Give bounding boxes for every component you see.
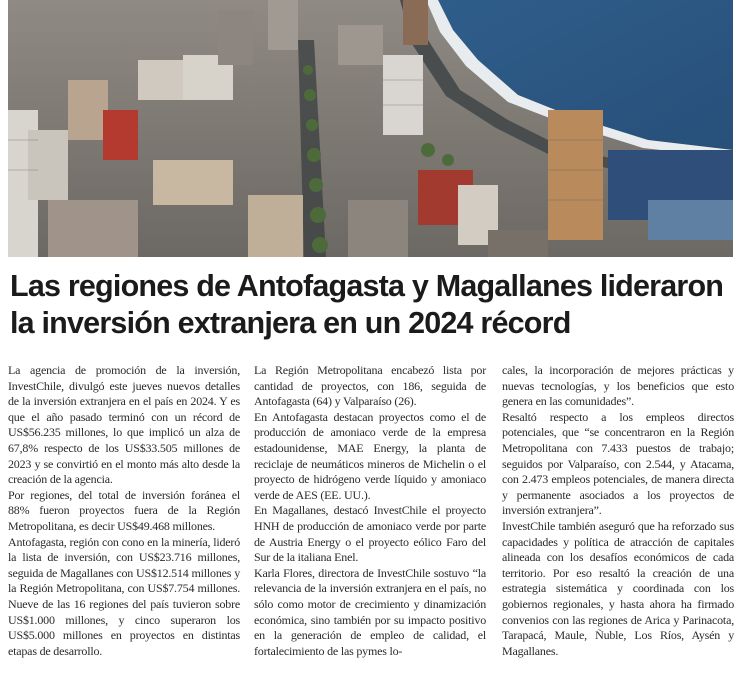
article-headline xyxy=(10,268,735,342)
paragraph: Resaltó respecto a los empleos directos potenciales, que “se concentraron en la Región Metropolitana con 7.433 puestos de trabajo; seguidos por Valparaíso, con 2.544, y Atacama, con 2.473 empleos potenciales, de manera directa y permanente asociados a los proyectos de inversión extranjera”. xyxy=(502,409,734,518)
paragraph: La agencia de promoción de la inversión, InvestChile, divulgó este jueves nuevos detalles de la inversión extranjera en el país en 2024. Y es que el año pasado terminó con un récord de US$56.235 millones, lo que implicó un alza de 67,8% respecto de los US$33.505 millones de 2023 y se convirtió en el monto más alto desde la creación de la agencia. xyxy=(8,363,240,487)
paragraph: Antofagasta, región con cono en la minería, lideró la lista de inversión, con US$23.716 millones, seguida de Magallanes con US$12.514 millones y la Región Metropolitana, con US$7.754 millones. Nueve de las 16 regiones del país tuvieron sobre US$1.000 millones, y cinco superaron los US$5.000 millones en proyectos en distintas etapas de desarrollo. xyxy=(8,534,240,658)
paragraph: En Magallanes, destacó InvestChile el proyecto HNH de producción de amoniaco verde por parte de Austria Energy o el proyecto eólico Faro del Sur de la italiana Enel. xyxy=(254,503,486,565)
paragraph: La Región Metropolitana encabezó lista por cantidad de proyectos, con 186, seguida de Antofagasta (64) y Valparaíso (26). xyxy=(254,363,486,409)
paragraph: InvestChile también aseguró que ha reforzado sus capacidades y política de atracción de capitales alineada con los desafíos económicos de cada territorio. Por eso resaltó la creación de una estrategia sistemática y coordinada con los gobiernos regionales, y hasta ahora ha firmado convenios con las regiones de Arica y Parinacota, Tarapacá, Maule, Ñuble, Los Ríos, Aysén y Magallanes. xyxy=(502,518,734,658)
article-column-2 xyxy=(254,363,486,659)
article-column-1 xyxy=(8,363,240,659)
headline-line-2: la inversión extranjera en un 2024 récord xyxy=(10,306,571,340)
city-coast-photo xyxy=(8,0,733,257)
paragraph: cales, la incorporación de mejores prácticas y nuevas tecnologías, y los beneficios que esto genera en las comunidades”. xyxy=(502,363,734,409)
article-photo xyxy=(8,0,733,257)
headline-line-1: Las regiones de Antofagasta y Magallanes lideraron xyxy=(10,269,724,303)
paragraph: Por regiones, del total de inversión foránea el 88% fueron proyectos fuera de la Región Metropolitana, es decir US$49.468 millones. xyxy=(8,487,240,533)
paragraph: Karla Flores, directora de InvestChile sostuvo “la relevancia de la inversión extranjera en el país, no sólo como motor de crecimiento y dinamización económica, sino también por su impacto positivo en la generación de empleo de calidad, el fortalecimiento de las pymes lo- xyxy=(254,565,486,658)
paragraph: En Antofagasta destacan proyectos como el de producción de amoniaco verde de la empresa estadounidense, MAE Energy, la planta de reciclaje de neumáticos mineros de Michelin o el proyecto de hidrógeno verde líquido y amoniaco verde de AES (EE. UU.). xyxy=(254,409,486,502)
article-column-3 xyxy=(502,363,734,659)
